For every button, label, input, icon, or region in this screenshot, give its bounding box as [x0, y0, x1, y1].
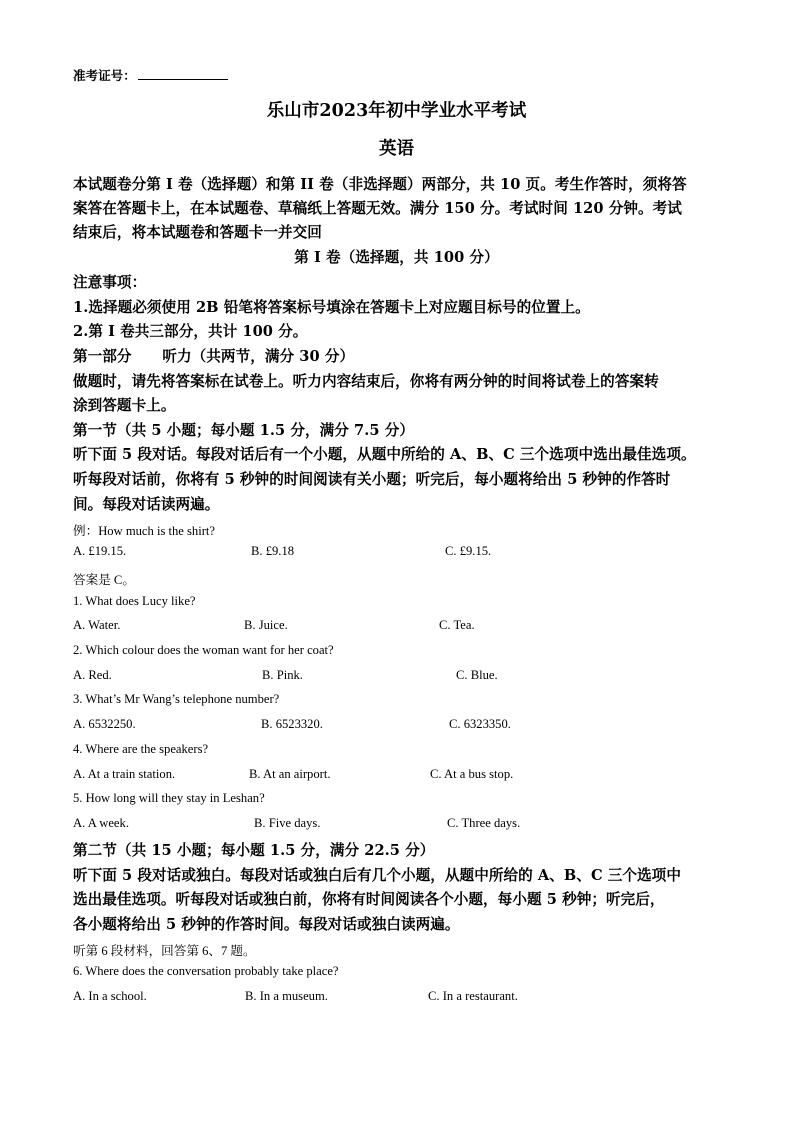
q1-option-b: B. Juice.	[244, 618, 288, 632]
sub1-desc-2: 听每段对话前，你将有 5 秒钟的时间阅读有关小题；听完后，每小题将给出 5 秒钟的作答时	[73, 471, 671, 488]
example-option-a: A. £19.15.	[73, 544, 127, 558]
sub1-title: 第一节（共 5 小题；每小题 1.5 分，满分 7.5 分）	[73, 422, 415, 439]
material-6-instruction: 听第 6 段材料，回答第 6、7 题。	[73, 944, 256, 958]
q3-option-c: C. 6323350.	[449, 717, 511, 731]
q4-option-c: C. At a bus stop.	[430, 767, 514, 781]
section1-desc-2: 涂到答题卡上。	[73, 397, 176, 414]
intro-line-2: 案答在答题卡上，在本试题卷、草稿纸上答题无效。满分 150 分。考试时间 120 分钟。考试	[73, 200, 682, 217]
q3-option-b: B. 6523320.	[261, 717, 323, 731]
question-3: 3. What’s Mr Wang’s telephone number?	[73, 692, 280, 706]
sub2-desc-1: 听下面 5 段对话或独白。每段对话或独白后有几个小题，从题中所给的 A、B、C 三个选项中	[73, 867, 681, 884]
part1-title: 第 I 卷（选择题，共 100 分）	[294, 249, 499, 266]
note-1: 1.选择题必须使用 2B 铅笔将答案标号填涂在答题卡上对应题目标号的位置上。	[73, 299, 590, 316]
question-6: 6. Where does the conversation probably take place?	[73, 964, 339, 978]
q4-option-b: B. At an airport.	[249, 767, 331, 781]
q5-option-a: A. A week.	[73, 816, 129, 830]
exam-id-blank	[138, 67, 228, 80]
q4-option-a: A. At a train station.	[73, 767, 176, 781]
q6-option-b: B. In a museum.	[245, 989, 328, 1003]
intro-line-3: 结束后，将本试题卷和答题卡一并交回	[73, 224, 322, 241]
notes-title: 注意事项：	[73, 274, 147, 291]
q5-option-c: C. Three days.	[447, 816, 521, 830]
intro-line-1: 本试题卷分第 I 卷（选择题）和第 II 卷（非选择题）两部分，共 10 页。考生作答时，须将答	[73, 176, 687, 193]
exam-id-label: 准考证号：	[73, 68, 136, 83]
q1-option-a: A. Water.	[73, 618, 121, 632]
q3-option-a: A. 6532250.	[73, 717, 136, 731]
sub2-desc-3: 各小题将给出 5 秒钟的作答时间。每段对话或独白读两遍。	[73, 916, 460, 933]
section1-desc-1: 做题时，请先将答案标在试卷上。听力内容结束后，你将有两分钟的时间将试卷上的答案转	[73, 373, 659, 390]
question-5: 5. How long will they stay in Leshan?	[73, 791, 265, 805]
q2-option-a: A. Red.	[73, 668, 112, 682]
example-answer: 答案是 C。	[73, 573, 135, 587]
q2-option-b: B. Pink.	[262, 668, 303, 682]
sub2-desc-2: 选出最佳选项。听每段对话或独白前，你将有时间阅读各个小题，每小题 5 秒钟；听完后，	[73, 891, 665, 908]
exam-subject: 英语	[378, 139, 415, 159]
example-question: 例：How much is the shirt?	[73, 524, 216, 538]
note-2: 2.第 I 卷共三部分，共计 100 分。	[73, 323, 308, 340]
question-4: 4. Where are the speakers?	[73, 742, 209, 756]
example-option-b: B. £9.18	[251, 544, 295, 558]
q6-option-a: A. In a school.	[73, 989, 147, 1003]
example-option-c: C. £9.15.	[445, 544, 492, 558]
sub1-desc-1: 听下面 5 段对话。每段对话后有一个小题，从题中所给的 A、B、C 三个选项中选出最佳选项。	[73, 446, 696, 463]
q5-option-b: B. Five days.	[254, 816, 321, 830]
q2-option-c: C. Blue.	[456, 668, 498, 682]
question-1: 1. What does Lucy like?	[73, 594, 196, 608]
exam-title: 乐山市2023年初中学业水平考试	[266, 101, 527, 121]
q6-option-c: C. In a restaurant.	[428, 989, 518, 1003]
sub2-title: 第二节（共 15 小题；每小题 1.5 分，满分 22.5 分）	[73, 842, 435, 859]
exam-id-row	[73, 66, 228, 84]
section1-title: 第一部分 听力（共两节，满分 30 分）	[73, 348, 355, 365]
q1-option-c: C. Tea.	[439, 618, 475, 632]
sub1-desc-3: 间。每段对话读两遍。	[73, 496, 220, 513]
question-2: 2. Which colour does the woman want for her coat?	[73, 643, 334, 657]
